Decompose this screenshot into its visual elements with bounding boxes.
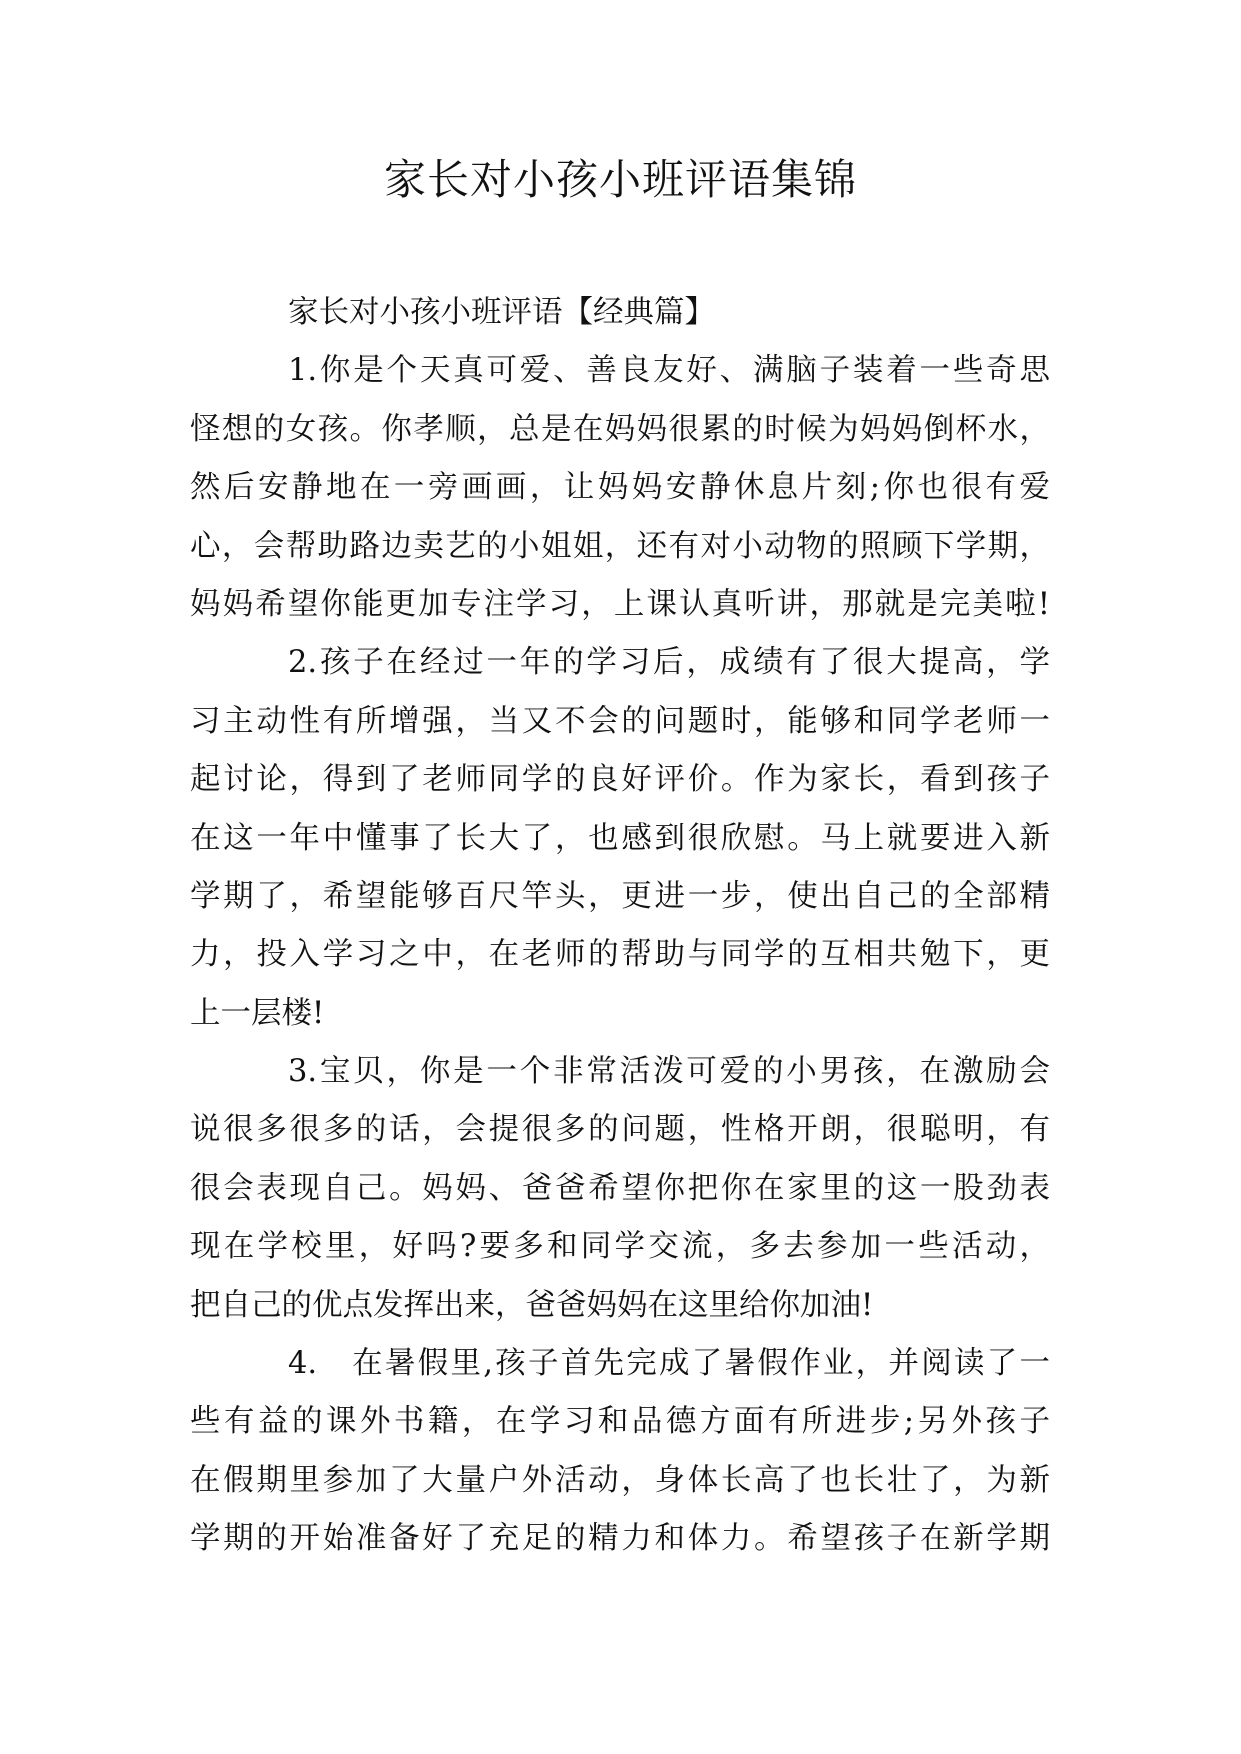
paragraph-line: 2.孩子在经过一年的学习后，成绩有了很大提高，学 <box>288 645 1050 681</box>
paragraph-line: 怪想的女孩。你孝顺，总是在妈妈很累的时候为妈妈倒杯水， <box>190 411 1050 447</box>
paragraph-line: 起讨论，得到了老师同学的良好评价。作为家长，看到孩子 <box>190 762 1050 798</box>
paragraph-line: 把自己的优点发挥出来，爸爸妈妈在这里给你加油! <box>190 1287 874 1323</box>
paragraph-line: 4. 在暑假里,孩子首先完成了暑假作业，并阅读了一 <box>288 1346 1050 1382</box>
paragraph-line: 上一层楼! <box>190 995 325 1031</box>
paragraph-line: 3.宝贝，你是一个非常活泼可爱的小男孩，在激励会 <box>288 1054 1050 1090</box>
paragraph-line: 心，会帮助路边卖艺的小姐姐，还有对小动物的照顾下学期， <box>190 528 1050 564</box>
paragraph-line: 说很多很多的话，会提很多的问题，性格开朗，很聪明，有 <box>190 1112 1050 1148</box>
paragraph-line: 1.你是个天真可爱、善良友好、满脑子装着一些奇思 <box>288 353 1050 389</box>
paragraph-line: 力，投入学习之中，在老师的帮助与同学的互相共勉下，更 <box>190 937 1050 973</box>
paragraph-line: 在假期里参加了大量户外活动，身体长高了也长壮了，为新 <box>190 1462 1050 1498</box>
paragraph-line: 现在学校里，好吗?要多和同学交流，多去参加一些活动， <box>190 1229 1050 1265</box>
paragraph-line: 些有益的课外书籍，在学习和品德方面有所进步;另外孩子 <box>190 1404 1050 1440</box>
paragraph-line: 习主动性有所增强，当又不会的问题时，能够和同学老师一 <box>190 703 1050 739</box>
paragraph-line: 妈妈希望你能更加专注学习，上课认真听讲，那就是完美啦! <box>190 586 1050 622</box>
paragraph-line: 很会表现自己。妈妈、爸爸希望你把你在家里的这一股劲表 <box>190 1170 1050 1206</box>
paragraph-line: 然后安静地在一旁画画，让妈妈安静休息片刻;你也很有爱 <box>190 470 1050 506</box>
paragraph-line: 学期的开始准备好了充足的精力和体力。希望孩子在新学期 <box>190 1521 1050 1557</box>
paragraph-line: 学期了，希望能够百尺竿头，更进一步，使出自己的全部精 <box>190 878 1050 914</box>
document-title: 家长对小孩小班评语集锦 <box>383 155 857 204</box>
document-body <box>190 284 1050 1569</box>
section-heading: 家长对小孩小班评语【经典篇】 <box>288 295 715 330</box>
paragraph-line: 在这一年中懂事了长大了，也感到很欣慰。马上就要进入新 <box>190 820 1050 856</box>
